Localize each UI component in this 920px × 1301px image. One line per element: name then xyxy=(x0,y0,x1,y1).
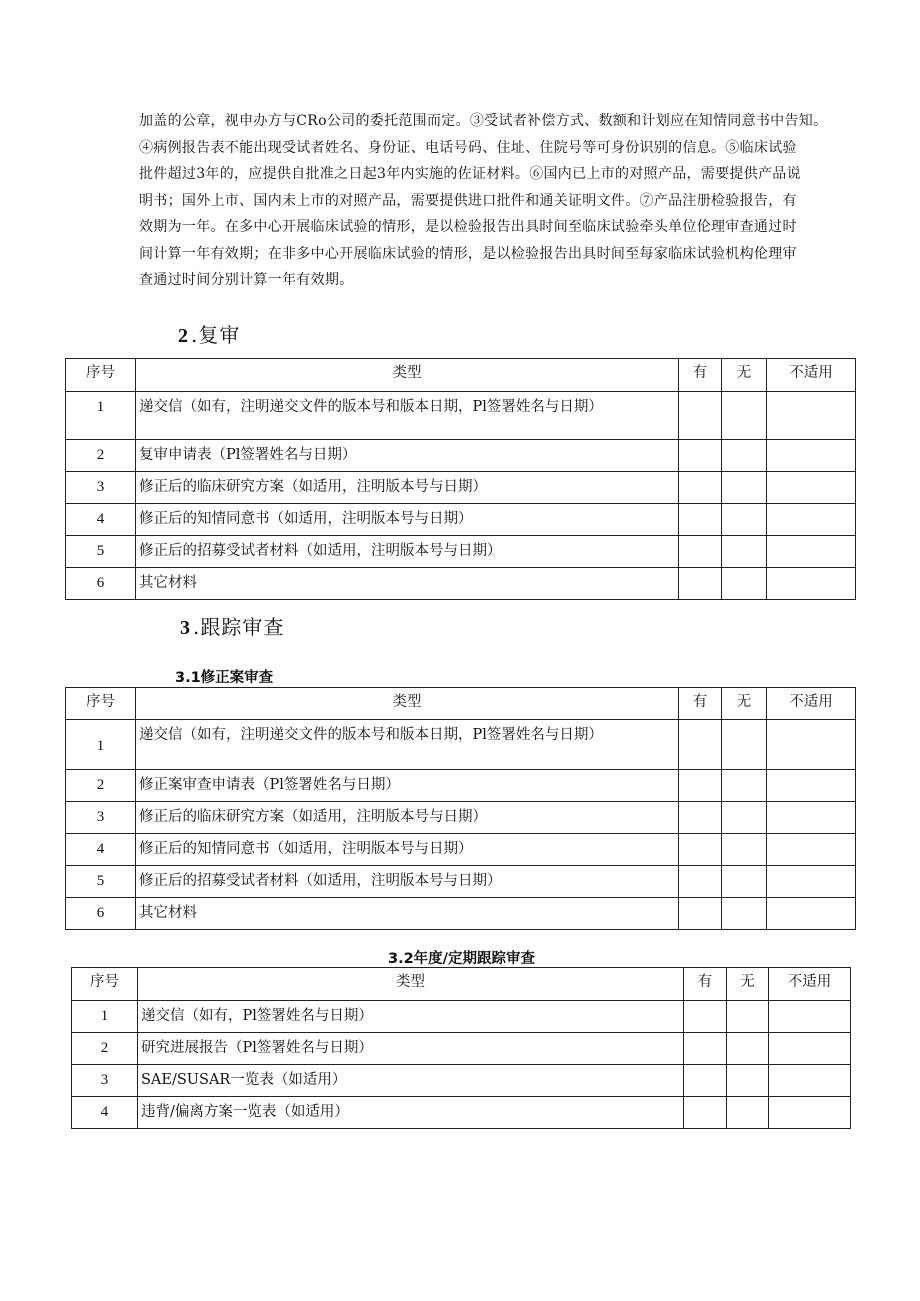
no-cell[interactable] xyxy=(722,568,767,600)
row-type: 修正后的临床研究方案（如适用，注明版本号与日期） xyxy=(136,802,679,834)
table-row xyxy=(66,720,856,770)
na-cell[interactable] xyxy=(767,898,856,930)
row-type: SAE/SUSAR一览表（如适用） xyxy=(138,1065,684,1097)
no-cell[interactable] xyxy=(722,770,767,802)
na-cell[interactable] xyxy=(767,440,856,472)
na-cell[interactable] xyxy=(769,1033,851,1065)
yes-cell[interactable] xyxy=(684,1097,727,1129)
section-3-number: 3 xyxy=(180,617,191,639)
table-row xyxy=(66,504,856,536)
row-number: 5 xyxy=(66,536,136,568)
no-cell[interactable] xyxy=(727,1033,769,1065)
header-seq: 序号 xyxy=(66,688,136,720)
no-cell[interactable] xyxy=(722,392,767,440)
subsection-3-1-title: 3.1修正案审查 xyxy=(175,670,274,686)
yes-cell[interactable] xyxy=(679,802,722,834)
section-2-number: 2 xyxy=(178,325,189,347)
yes-cell[interactable] xyxy=(684,1001,727,1033)
no-cell[interactable] xyxy=(722,504,767,536)
row-number: 1 xyxy=(66,392,136,440)
yes-cell[interactable] xyxy=(679,504,722,536)
intro-paragraph xyxy=(139,108,869,294)
no-cell[interactable] xyxy=(722,472,767,504)
amendment-table xyxy=(65,687,856,930)
yes-cell[interactable] xyxy=(679,720,722,770)
table-row xyxy=(66,440,856,472)
table-row xyxy=(72,1065,851,1097)
table-row xyxy=(66,866,856,898)
header-seq: 序号 xyxy=(66,359,136,392)
intro-line: 查通过时间分别计算一年有效期。 xyxy=(139,272,354,288)
yes-cell[interactable] xyxy=(679,770,722,802)
header-yes: 有 xyxy=(679,359,722,392)
yes-cell[interactable] xyxy=(679,898,722,930)
row-number: 4 xyxy=(72,1097,138,1129)
no-cell[interactable] xyxy=(722,866,767,898)
row-number: 3 xyxy=(66,802,136,834)
na-cell[interactable] xyxy=(767,536,856,568)
yes-cell[interactable] xyxy=(679,472,722,504)
row-type: 违背/偏离方案一览表（如适用） xyxy=(138,1097,684,1129)
row-type: 修正案审查申请表（Pl签署姓名与日期） xyxy=(136,770,679,802)
yes-cell[interactable] xyxy=(679,568,722,600)
row-type: 修正后的招募受试者材料（如适用，注明版本号与日期） xyxy=(136,866,679,898)
yes-cell[interactable] xyxy=(684,1065,727,1097)
na-cell[interactable] xyxy=(769,1001,851,1033)
table-row xyxy=(66,392,856,440)
yes-cell[interactable] xyxy=(679,834,722,866)
row-number: 2 xyxy=(66,440,136,472)
header-na: 不适用 xyxy=(769,968,851,1001)
row-type: 复审申请表（Pl签署姓名与日期） xyxy=(136,440,679,472)
header-yes: 有 xyxy=(679,688,722,720)
row-number: 1 xyxy=(72,1001,138,1033)
na-cell[interactable] xyxy=(767,392,856,440)
intro-line: ④病例报告表不能出现受试者姓名、身份证、电话号码、住址、住院号等可身份识别的信息。⑤临床试验 xyxy=(139,139,797,156)
yes-cell[interactable] xyxy=(679,392,722,440)
no-cell[interactable] xyxy=(722,802,767,834)
header-na: 不适用 xyxy=(767,688,856,720)
na-cell[interactable] xyxy=(769,1097,851,1129)
row-type: 其它材料 xyxy=(136,898,679,930)
yes-cell[interactable] xyxy=(679,866,722,898)
table-row xyxy=(66,536,856,568)
table-row xyxy=(66,898,856,930)
table-row xyxy=(66,568,856,600)
table-row xyxy=(66,472,856,504)
row-type: 修正后的知情同意书（如适用，注明版本号与日期） xyxy=(136,834,679,866)
section-2-heading xyxy=(178,319,240,348)
table-row xyxy=(66,802,856,834)
row-type: 研究进展报告（Pl签署姓名与日期） xyxy=(138,1033,684,1065)
yes-cell[interactable] xyxy=(679,536,722,568)
row-number: 2 xyxy=(72,1033,138,1065)
yes-cell[interactable] xyxy=(679,440,722,472)
no-cell[interactable] xyxy=(722,898,767,930)
intro-line: 效期为一年。在多中心开展临床试验的情形，是以检验报告出具时间至临床试验牵头单位伦理审查通过时 xyxy=(139,219,797,235)
no-cell[interactable] xyxy=(722,440,767,472)
na-cell[interactable] xyxy=(767,720,856,770)
header-no: 无 xyxy=(722,359,767,392)
row-type: 修正后的知情同意书（如适用，注明版本号与日期） xyxy=(136,504,679,536)
table-header-row xyxy=(66,688,856,720)
row-type: 其它材料 xyxy=(136,568,679,600)
table-row xyxy=(72,1001,851,1033)
na-cell[interactable] xyxy=(769,1065,851,1097)
table-header-row xyxy=(72,968,851,1001)
na-cell[interactable] xyxy=(767,802,856,834)
na-cell[interactable] xyxy=(767,504,856,536)
no-cell[interactable] xyxy=(722,720,767,770)
table-row xyxy=(66,834,856,866)
row-number: 5 xyxy=(66,866,136,898)
no-cell[interactable] xyxy=(722,834,767,866)
header-type: 类型 xyxy=(138,968,684,1001)
na-cell[interactable] xyxy=(767,866,856,898)
no-cell[interactable] xyxy=(722,536,767,568)
header-no: 无 xyxy=(722,688,767,720)
row-type: 递交信（如有，Pl签署姓名与日期） xyxy=(138,1001,684,1033)
row-number: 4 xyxy=(66,504,136,536)
na-cell[interactable] xyxy=(767,834,856,866)
header-seq: 序号 xyxy=(72,968,138,1001)
row-number: 6 xyxy=(66,898,136,930)
no-cell[interactable] xyxy=(727,1097,769,1129)
row-number: 3 xyxy=(72,1065,138,1097)
intro-line: 明书；国外上市、国内未上市的对照产品，需要提供进口批件和通关证明文件。⑦产品注册检验报告，有 xyxy=(139,192,797,209)
header-type: 类型 xyxy=(136,359,679,392)
no-cell[interactable] xyxy=(727,1065,769,1097)
section-3-title: .跟踪审查 xyxy=(193,615,285,639)
yes-cell[interactable] xyxy=(684,1033,727,1065)
header-type: 类型 xyxy=(136,688,679,720)
row-type: 修正后的临床研究方案（如适用，注明版本号与日期） xyxy=(136,472,679,504)
row-number: 3 xyxy=(66,472,136,504)
table-row xyxy=(72,1033,851,1065)
na-cell[interactable] xyxy=(767,770,856,802)
header-no: 无 xyxy=(727,968,769,1001)
na-cell[interactable] xyxy=(767,568,856,600)
header-yes: 有 xyxy=(684,968,727,1001)
intro-line: 间计算一年有效期；在非多中心开展临床试验的情形，是以检验报告出具时间至每家临床试验机构伦理审 xyxy=(139,245,797,262)
row-type: 修正后的招募受试者材料（如适用，注明版本号与日期） xyxy=(136,536,679,568)
section-3-heading xyxy=(180,611,284,640)
row-type: 递交信（如有，注明递交文件的版本号和版本日期，Pl签署姓名与日期） xyxy=(136,720,679,770)
table-row xyxy=(72,1097,851,1129)
row-number: 2 xyxy=(66,770,136,802)
row-number: 4 xyxy=(66,834,136,866)
subsection-3-2-title: 3.2年度/定期跟踪审查 xyxy=(388,951,535,967)
resubmission-table xyxy=(65,358,856,600)
annual-review-table xyxy=(71,967,851,1129)
intro-line: 加盖的公章，视申办方与CRo公司的委托范围而定。③受试者补偿方式、数额和计划应在知情同意书中告知。 xyxy=(139,113,828,129)
header-na: 不适用 xyxy=(767,359,856,392)
row-number: 6 xyxy=(66,568,136,600)
row-number: 1 xyxy=(66,720,136,770)
section-2-title: .复审 xyxy=(191,323,241,347)
row-type: 递交信（如有，注明递交文件的版本号和版本日期，Pl签署姓名与日期） xyxy=(136,392,679,440)
intro-line: 批件超过3年的，应提供自批准之日起3年内实施的佐证材料。⑥国内已上市的对照产品，需要提供产品说 xyxy=(139,166,801,182)
no-cell[interactable] xyxy=(727,1001,769,1033)
na-cell[interactable] xyxy=(767,472,856,504)
table-row xyxy=(66,770,856,802)
table-header-row xyxy=(66,359,856,392)
